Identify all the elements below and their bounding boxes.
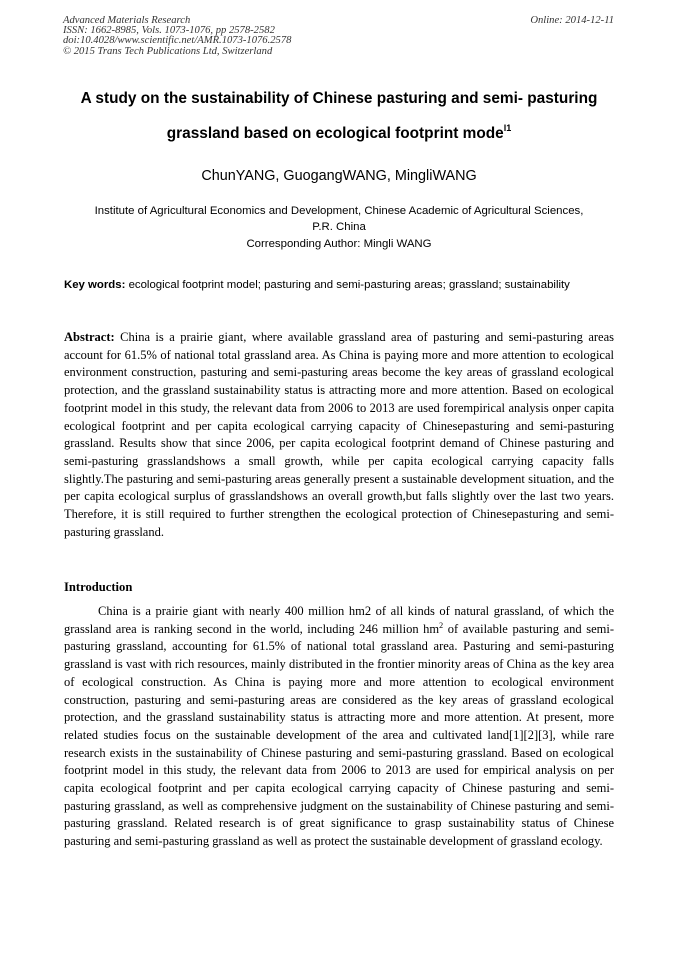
- journal-name: Advanced Materials Research: [63, 15, 191, 26]
- intro-superscript: 2: [439, 620, 444, 630]
- keywords-label: Key words:: [64, 279, 126, 291]
- paper-title-line-2: [40, 124, 638, 143]
- section-heading-introduction: Introduction: [64, 580, 133, 594]
- keywords: [64, 277, 613, 294]
- affiliation-line-1: Institute of Agricultural Economics and Development, Chinese Academic of Agricultural Sciences,: [94, 205, 584, 217]
- affiliation-line-2: P.R. China: [312, 221, 366, 233]
- intro-text-part-1: China is a prairie giant with nearly 400 million hm2 of all kinds of natural grassland, of which the grassland area is ranking second in the world, including 246 million hm: [64, 604, 614, 636]
- keywords-text: ecological footprint model; pasturing and semi-pasturing areas; grassland; sustainability: [125, 279, 570, 291]
- journal-issn: ISSN: 1662-8985, Vols. 1073-1076, pp 2578-2582: [63, 25, 275, 37]
- journal-doi[interactable]: doi:10.4028/www.scientific.net/AMR.1073-1076.2578: [63, 35, 292, 47]
- abstract-text: China is a prairie giant, where available grassland area of pasturing and semi-pasturing areas account for 61.5% of national total grassland area. As China is paying more and more attention to ecological environment construction, pasturing and semi-pasturing areas become the key areas of grassland ecological protection, and the grassland sustainability status is attracting more and more attention. Based on ecological footprint model in this study, the relevant data from 2006 to 2013 are used forempirical analysis onper capita ecological footprint and per capita ecological carrying capacity of Chinesepasturing and semi-pasturing grassland. Results show that since 2006, per capita ecological footprint demand of Chinese pasturing and semi-pasturing grasslandshows a small growth, while per capita ecological carrying capacity falls slightly.The pasturing and semi-pasturing areas generally present a sustainable development situation, and the per capita ecological surplus of grasslandshows an overall growth,but falls slightly over the last two years. Therefore, it is still required to further strengthen the ecological protection of Chinesepasturing and semi-pasturing grassland.: [64, 330, 614, 539]
- corresponding-author: Corresponding Author: Mingli WANG: [246, 238, 432, 250]
- intro-text-part-2: of available pasturing and semi-pasturing grassland, accounting for 61.5% of national total grassland area. Pasturing and semi-pasturing grassland is vast with rich resources, mainly distributed in the frontier minority areas of China as the key area of ecological construction. As China is paying more and more attention to ecological environment construction, pasturing and semi-pasturing areas are considered as the key areas of grassland ecological protection, and the grassland sustainability status is attracting more and more attention. At present, more related studies focus on the sustainable development of the area and cultivated land[1][2][3], while rare research exists in the sustainability of Chinese pasturing and semi-pasturing grassland. Based on ecological footprint model in this study, the relevant data from 2006 to 2013 are used for empirical analysis on per capita ecological footprint and per capita ecological carrying capacity of Chinese pasturing and semi-pasturing grassland, as well as comprehensive judgment on the sustainability of Chinese pasturing and semi-pasturing grassland. Related research is of great significance to grasp sustainability status of Chinese pasturing and semi-pasturing grassland as well as protect the sustainable development of grassland ecology.: [64, 621, 614, 849]
- journal-copyright: © 2015 Trans Tech Publications Ltd, Switzerland: [63, 45, 273, 57]
- introduction-paragraph: [64, 603, 614, 851]
- abstract: [64, 329, 614, 541]
- abstract-label: Abstract:: [64, 330, 115, 344]
- journal-header: [63, 16, 483, 57]
- paper-title-line-1: A study on the sustainability of Chinese pasturing and semi- pasturing: [80, 90, 598, 107]
- author-list: ChunYANG, GuogangWANG, MingliWANG: [201, 168, 477, 184]
- online-date: Online: 2014-12-11: [530, 15, 614, 26]
- title-footnote-mark: l1: [503, 123, 512, 133]
- paper-title-line-2-text: grassland based on ecological footprint mode: [166, 125, 504, 143]
